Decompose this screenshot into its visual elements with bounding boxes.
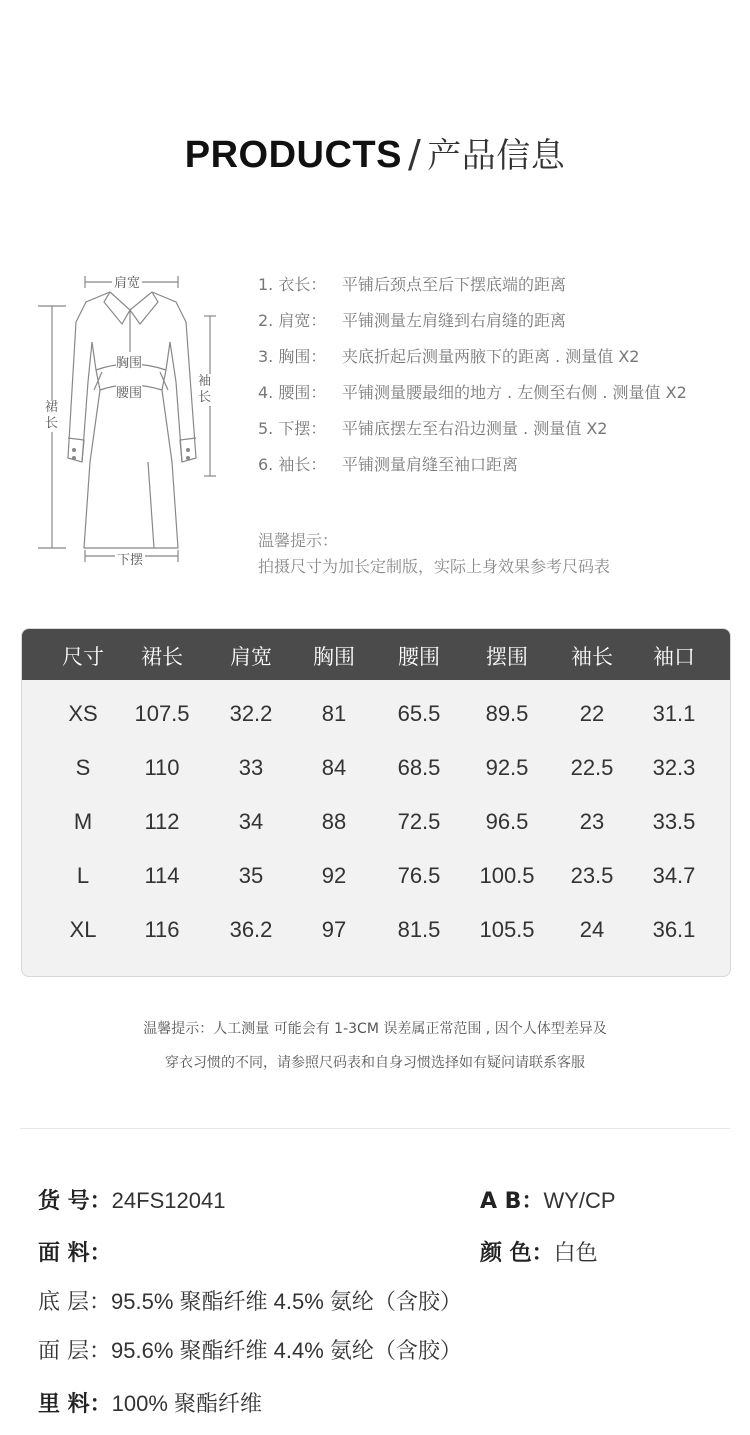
info-value: 100% 聚酯纤维 [111, 1391, 263, 1416]
table-row: XS 107.5 32.2 81 65.5 89.5 22 31.1 [68, 701, 696, 726]
header-cell: 摆围 [486, 645, 528, 669]
header-cell: 袖口 [653, 645, 695, 669]
info-label: 里 料： [38, 1392, 112, 1417]
info-value: 白色 [553, 1240, 598, 1265]
info-ab [480, 1184, 616, 1215]
header-cell: 尺寸 [62, 645, 104, 669]
info-label: 面 料： [38, 1241, 112, 1266]
info-value: 95.6% 聚酯纤维 4.4% 氨纶（含胶） [111, 1338, 462, 1363]
note-text: 拍摄尺寸为加长定制版，实际上身效果参考尺码表 [258, 557, 611, 576]
label-hem: 下摆 [115, 549, 145, 568]
definition-item: 4. 腰围： 平铺测量腰最细的地方 . 左侧至右侧 . 测量值 X2 [258, 383, 687, 402]
table-row: L 114 35 92 76.5 100.5 23.5 34.7 [76, 863, 696, 888]
label-shoulder: 肩宽 [112, 272, 142, 291]
size-table [21, 628, 731, 977]
header-cell: 裙长 [141, 645, 183, 669]
table-row: M 112 34 88 72.5 96.5 23 33.5 [73, 809, 696, 834]
info-label: 颜 色： [480, 1241, 554, 1266]
info-label: A B： [480, 1189, 544, 1214]
info-value: 95.5% 聚酯纤维 4.5% 氨纶（含胶） [111, 1289, 462, 1314]
info-item-number [38, 1184, 225, 1215]
label-sleeve: 袖长 [198, 374, 214, 406]
photo-note [258, 528, 610, 580]
page-title [0, 128, 750, 177]
info-label: 面 层： [38, 1339, 111, 1364]
info-label: 底 层： [38, 1290, 111, 1315]
header-cell: 肩宽 [230, 645, 272, 669]
info-color [480, 1236, 598, 1267]
title-separator: / [407, 132, 422, 176]
info-bottom-layer [38, 1285, 462, 1316]
definition-item: 3. 胸围： 夹底折起后测量两腋下的距离 . 测量值 X2 [258, 347, 640, 366]
table-row: XL 116 36.2 97 81.5 105.5 24 36.1 [69, 917, 696, 942]
table-row: S 110 33 84 68.5 92.5 22.5 32.3 [75, 755, 696, 780]
info-face-layer [38, 1334, 462, 1365]
section-divider [20, 1128, 730, 1129]
note-title: 温馨提示： [258, 531, 339, 550]
definition-item: 1. 衣长： 平铺后颈点至后下摆底端的距离 [258, 275, 567, 294]
header-cell: 胸围 [313, 645, 355, 669]
title-chinese: 产品信息 [427, 136, 566, 176]
dress-diagram [30, 262, 230, 572]
header-cell: 腰围 [398, 645, 440, 669]
table-header [22, 629, 730, 680]
definition-item: 5. 下摆： 平铺底摆左至右沿边测量 . 测量值 X2 [258, 419, 608, 438]
tips-line: 温馨提示：人工测量 可能会有 1-3CM 误差属正常范围 , 因个人体型差异及 [143, 1021, 607, 1037]
title-english: PRODUCTS [184, 134, 402, 176]
info-lining [38, 1387, 262, 1418]
info-fabric [38, 1236, 112, 1267]
definition-item: 6. 袖长： 平铺测量肩缝至袖口距离 [258, 455, 519, 474]
definition-item: 2. 肩宽： 平铺测量左肩缝到右肩缝的距离 [258, 311, 567, 330]
info-value: 24FS12041 [111, 1188, 226, 1213]
measurement-tips [0, 1012, 750, 1080]
tips-line: 穿衣习惯的不同，请参照尺码表和自身习惯选择如有疑问请联系客服 [165, 1055, 585, 1071]
info-value: WY/CP [543, 1188, 616, 1213]
label-chest: 胸围 [116, 352, 142, 371]
label-length: 裙长 [45, 400, 61, 432]
info-label: 货 号： [38, 1189, 112, 1214]
label-waist: 腰围 [116, 382, 142, 401]
header-cell: 袖长 [571, 645, 613, 669]
